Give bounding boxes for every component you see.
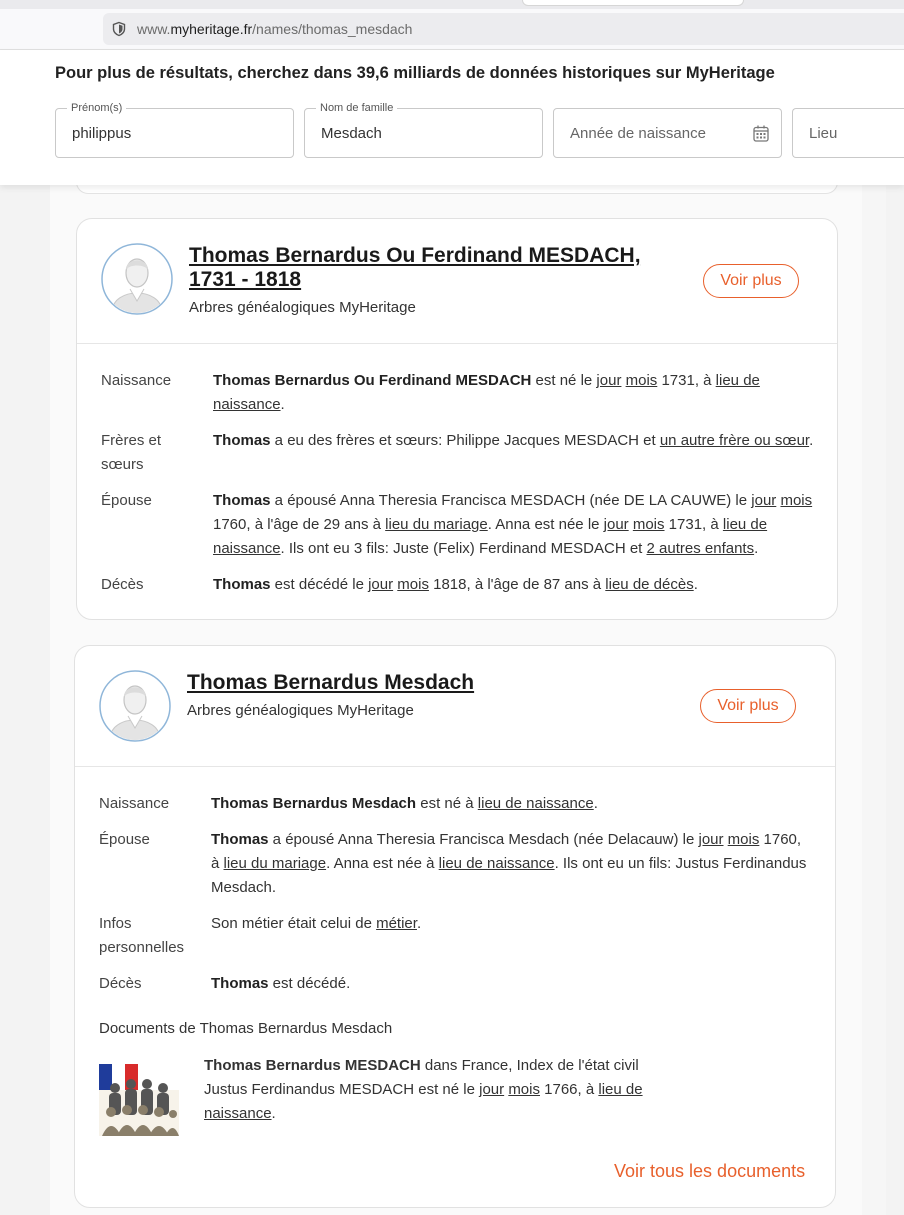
avatar[interactable] bbox=[101, 243, 173, 315]
death-place-link[interactable]: lieu de décès bbox=[605, 576, 694, 593]
spouse-birth-place-link[interactable]: lieu de naissance bbox=[438, 855, 555, 872]
birth-text: Thomas Bernardus Mesdach est né à lieu de naissance. bbox=[211, 795, 598, 812]
death-row bbox=[99, 972, 813, 996]
birthyear-field[interactable] bbox=[553, 108, 782, 158]
birth-text: Thomas Bernardus Ou Ferdinand MESDACH est né le jour mois 1731, à lieu de naissance. bbox=[213, 372, 760, 413]
marriage-month-link[interactable]: mois bbox=[727, 831, 760, 848]
person-title-link[interactable]: Thomas Bernardus Ou Ferdinand MESDACH, 1731 - 1818 bbox=[189, 244, 641, 291]
shield-icon[interactable] bbox=[111, 21, 127, 37]
death-text: Thomas est décédé. bbox=[211, 975, 351, 992]
spouse-row bbox=[99, 828, 813, 900]
lastname-field[interactable] bbox=[304, 102, 543, 158]
spouse-birth-month-link[interactable]: mois bbox=[632, 516, 665, 533]
siblings-label: Frères et sœurs bbox=[101, 432, 162, 473]
voir-plus-button[interactable]: Voir plus bbox=[703, 264, 799, 298]
calendar-icon[interactable] bbox=[753, 125, 769, 142]
spouse-birth-day-link[interactable]: jour bbox=[603, 516, 629, 533]
search-title: Pour plus de résultats, cherchez dans 39,6 milliards de données historiques sur MyHeritage bbox=[55, 64, 775, 82]
firstname-value[interactable]: philippus bbox=[72, 125, 132, 142]
right-gutter bbox=[862, 185, 886, 1215]
birth-day-link[interactable]: jour bbox=[596, 372, 622, 389]
avatar[interactable] bbox=[99, 670, 171, 742]
info-text: Son métier était celui de métier. bbox=[211, 915, 422, 932]
birth-label: Naissance bbox=[101, 372, 172, 389]
spouse-text: Thomas a épousé Anna Theresia Francisca MESDACH (née DE LA CAUWE) le jour mois 1760, à l'âge de 29 ans à lieu du mariage. Anna est née le jour mois 1731, à lieu de naissance. Ils ont eu 3 fils: Juste (Felix) Ferdinand MESDACH et 2 autres enfants. bbox=[213, 492, 813, 557]
firstname-field[interactable] bbox=[55, 102, 294, 158]
info-label: Infos personnelles bbox=[99, 915, 185, 956]
birthyear-placeholder: Année de naissance bbox=[570, 125, 706, 142]
siblings-text: Thomas a eu des frères et sœurs: Philippe Jacques MESDACH et un autre frère ou sœur. bbox=[213, 432, 814, 449]
tab-strip bbox=[0, 0, 904, 9]
children-link[interactable]: 2 autres enfants bbox=[646, 540, 755, 557]
birth-row bbox=[101, 369, 815, 417]
birth-row bbox=[99, 792, 813, 816]
browser-tab[interactable] bbox=[522, 0, 744, 6]
result-card-2 bbox=[74, 645, 836, 1208]
spouse-text: Thomas a épousé Anna Theresia Francisca Mesdach (née Delacauw) le jour mois 1760, à lieu du mariage. Anna est née à lieu de naissance. Ils ont eu un fils: Justus Ferdinandus Mesdach. bbox=[211, 831, 807, 896]
doc-day-link[interactable]: jour bbox=[479, 1081, 505, 1098]
birth-place-link[interactable]: lieu de naissance bbox=[213, 372, 760, 413]
search-header bbox=[0, 50, 904, 185]
birth-month-link[interactable]: mois bbox=[625, 372, 658, 389]
spouse-row bbox=[101, 489, 815, 561]
death-text: Thomas est décédé le jour mois 1818, à l'âge de 87 ans à lieu de décès. bbox=[213, 576, 698, 593]
spouse-label: Épouse bbox=[99, 831, 150, 848]
lastname-label: Nom de famille bbox=[316, 102, 397, 114]
voir-plus-button[interactable]: Voir plus bbox=[700, 689, 796, 723]
documents-title: Documents de Thomas Bernardus Mesdach bbox=[99, 1020, 393, 1037]
document-summary: Thomas Bernardus MESDACH dans France, Index de l'état civil Justus Ferdinandus MESDACH est né le jour mois 1766, à lieu de naissance. bbox=[204, 1057, 643, 1122]
card-source: Arbres généalogiques MyHeritage bbox=[189, 299, 416, 316]
death-label: Décès bbox=[99, 975, 142, 992]
card-header bbox=[75, 646, 835, 767]
birth-label: Naissance bbox=[99, 795, 170, 812]
place-field[interactable] bbox=[792, 108, 904, 158]
result-card-1 bbox=[76, 218, 838, 620]
info-row bbox=[99, 912, 813, 960]
lastname-value[interactable]: Mesdach bbox=[321, 125, 382, 142]
all-documents-link[interactable]: Voir tous les documents bbox=[614, 1161, 806, 1181]
address-bar[interactable] bbox=[103, 13, 904, 45]
family-photo-thumbnail[interactable] bbox=[99, 1064, 179, 1136]
url-text[interactable]: www.myheritage.fr/names/thomas_mesdach bbox=[137, 21, 413, 37]
document-person-link[interactable]: Thomas Bernardus MESDACH bbox=[204, 1057, 421, 1074]
death-day-link[interactable]: jour bbox=[368, 576, 394, 593]
marriage-place-link[interactable]: lieu du mariage bbox=[223, 855, 327, 872]
browser-chrome bbox=[0, 0, 904, 50]
siblings-row bbox=[101, 429, 815, 477]
card-source: Arbres généalogiques MyHeritage bbox=[187, 702, 414, 719]
doc-place-link[interactable]: lieu de naissance bbox=[204, 1081, 643, 1122]
siblings-link[interactable]: un autre frère ou sœur bbox=[659, 432, 810, 449]
card-header bbox=[77, 219, 837, 344]
marriage-month-link[interactable]: mois bbox=[780, 492, 813, 509]
spouse-label: Épouse bbox=[101, 492, 152, 509]
death-row bbox=[101, 573, 815, 597]
person-title-link[interactable]: Thomas Bernardus Mesdach bbox=[187, 671, 475, 694]
marriage-place-link[interactable]: lieu du mariage bbox=[385, 516, 488, 533]
occupation-link[interactable]: métier bbox=[376, 915, 417, 932]
place-placeholder: Lieu bbox=[809, 125, 838, 142]
spouse-birth-place-link[interactable]: lieu de naissance bbox=[213, 516, 768, 557]
doc-month-link[interactable]: mois bbox=[508, 1081, 540, 1098]
firstname-label: Prénom(s) bbox=[67, 102, 126, 114]
death-month-link[interactable]: mois bbox=[397, 576, 429, 593]
marriage-day-link[interactable]: jour bbox=[751, 492, 777, 509]
birth-place-link[interactable]: lieu de naissance bbox=[477, 795, 594, 812]
death-label: Décès bbox=[101, 576, 144, 593]
marriage-day-link[interactable]: jour bbox=[698, 831, 724, 848]
